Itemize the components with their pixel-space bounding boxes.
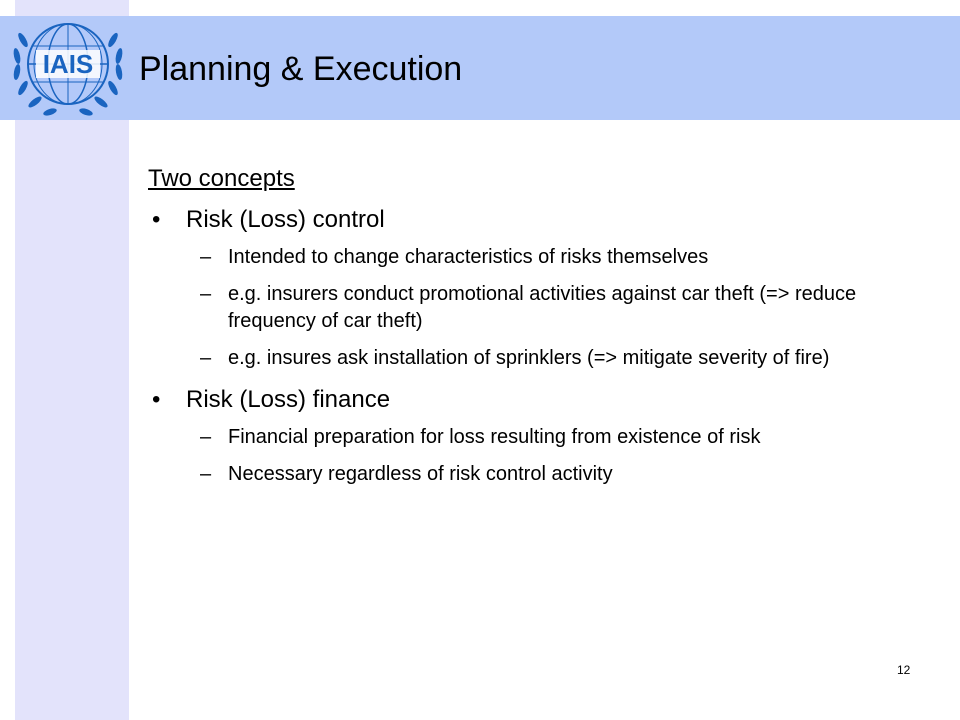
sub-bullet bbox=[148, 424, 918, 451]
slide-title: Planning & Execution bbox=[139, 50, 463, 88]
sub-bullet-text: e.g. insurers conduct promotional activities against car theft (=> reduce frequency of car theft) bbox=[228, 283, 857, 332]
iais-globe-logo-icon bbox=[6, 4, 130, 124]
subheading: Two concepts bbox=[148, 165, 295, 192]
sub-bullet bbox=[148, 345, 918, 372]
logo-text: IAIS bbox=[42, 49, 94, 79]
dash-icon: – bbox=[200, 463, 212, 485]
sub-bullet bbox=[148, 244, 918, 271]
bullet-risk-finance bbox=[148, 382, 918, 418]
bullet-text: Risk (Loss) control bbox=[186, 206, 385, 233]
page-number: 12 bbox=[897, 663, 911, 677]
sub-bullet-text: Financial preparation for loss resulting from existence of risk bbox=[228, 426, 761, 448]
dash-icon: – bbox=[200, 283, 212, 305]
bullet-icon: • bbox=[152, 206, 161, 233]
dash-icon: – bbox=[200, 246, 212, 268]
sub-bullet bbox=[148, 461, 918, 488]
bullet-risk-control bbox=[148, 202, 918, 238]
iais-logo bbox=[6, 4, 130, 124]
sub-bullet-text: Intended to change characteristics of risks themselves bbox=[228, 246, 709, 268]
sub-bullet bbox=[148, 281, 918, 335]
dash-icon: – bbox=[200, 426, 212, 448]
sub-bullet-text: e.g. insures ask installation of sprinklers (=> mitigate severity of fire) bbox=[228, 347, 830, 369]
bullet-text: Risk (Loss) finance bbox=[186, 386, 391, 413]
bullet-icon: • bbox=[152, 386, 161, 413]
sub-bullet-text: Necessary regardless of risk control activity bbox=[228, 463, 613, 485]
slide-content bbox=[148, 160, 918, 498]
dash-icon: – bbox=[200, 347, 212, 369]
